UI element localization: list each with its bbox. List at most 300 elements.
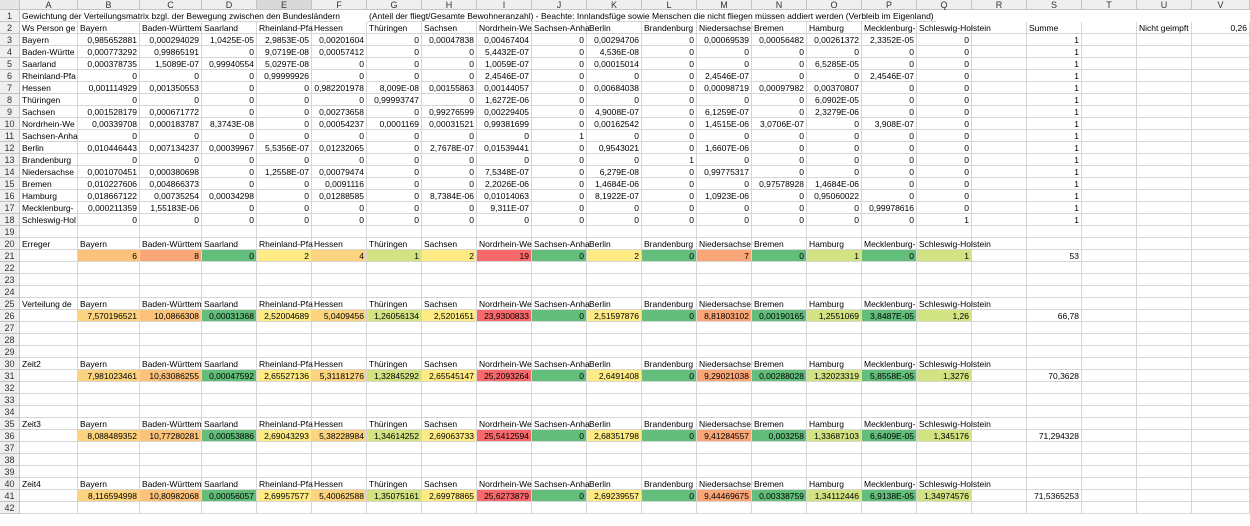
matrix-cell[interactable]: 0,00057412 (312, 46, 367, 58)
matrix-cell[interactable]: 0 (202, 94, 257, 106)
empty-cell[interactable] (587, 274, 642, 286)
empty-cell[interactable] (1082, 154, 1137, 166)
empty-cell[interactable] (477, 454, 532, 466)
matrix-cell[interactable]: 0 (697, 94, 752, 106)
block-column-state[interactable]: Rheinland-Pfa (259, 299, 313, 309)
empty-cell[interactable] (532, 502, 587, 514)
empty-cell[interactable] (1192, 418, 1250, 430)
matrix-cell[interactable]: 0 (752, 190, 807, 202)
empty-cell[interactable] (642, 406, 697, 418)
empty-cell[interactable] (972, 238, 1027, 250)
block-label[interactable]: Zeit3 (20, 418, 78, 430)
empty-cell[interactable] (697, 466, 752, 478)
matrix-cell[interactable]: 0 (312, 58, 367, 70)
empty-cell[interactable] (532, 274, 587, 286)
column-header-b[interactable]: B (78, 0, 140, 10)
empty-cell[interactable] (1082, 178, 1137, 190)
empty-cell[interactable] (642, 322, 697, 334)
empty-cell[interactable] (1082, 442, 1137, 454)
block-value-cell[interactable]: 1,32023319 (807, 370, 862, 382)
empty-cell[interactable] (1192, 142, 1250, 154)
empty-cell[interactable] (367, 502, 422, 514)
empty-cell[interactable] (257, 406, 312, 418)
matrix-cell[interactable]: 0 (752, 94, 807, 106)
block-column-state[interactable]: Hamburg (807, 478, 862, 490)
empty-cell[interactable] (367, 334, 422, 346)
matrix-row-sum[interactable]: 1 (1027, 34, 1082, 46)
empty-cell[interactable] (1082, 298, 1137, 310)
empty-cell[interactable] (697, 406, 752, 418)
block-value-cell[interactable]: 0,00047592 (202, 370, 257, 382)
nicht-geimpft-label[interactable]: Nicht geimpft (1137, 22, 1192, 34)
empty-cell[interactable] (20, 334, 78, 346)
empty-cell[interactable] (1082, 118, 1137, 130)
block-value-cell[interactable]: 0,00338759 (752, 490, 807, 502)
empty-cell[interactable] (1027, 274, 1082, 286)
matrix-cell[interactable]: 0,00069539 (697, 34, 752, 46)
empty-cell[interactable] (140, 442, 202, 454)
matrix-cell[interactable]: 0,01288585 (312, 190, 367, 202)
block-column-state[interactable]: Rheinland-Pfa (259, 239, 313, 249)
empty-cell[interactable] (20, 250, 78, 262)
empty-cell[interactable] (972, 322, 1027, 334)
empty-cell[interactable] (1192, 58, 1250, 70)
empty-cell[interactable] (78, 346, 140, 358)
block-sum[interactable]: 66,78 (1027, 310, 1082, 322)
matrix-cell[interactable]: 0,000294029 (140, 34, 202, 46)
matrix-row-sum[interactable]: 1 (1027, 106, 1082, 118)
empty-cell[interactable] (1192, 202, 1250, 214)
row-header-3[interactable]: 3 (0, 34, 20, 46)
empty-cell[interactable] (587, 286, 642, 298)
matrix-cell[interactable]: 0 (422, 130, 477, 142)
block-column-state[interactable]: Bayern (78, 298, 140, 310)
empty-cell[interactable] (1027, 322, 1082, 334)
matrix-row-label[interactable]: Berlin (20, 142, 78, 154)
matrix-row-sum[interactable]: 1 (1027, 178, 1082, 190)
row-header-35[interactable]: 35 (0, 418, 20, 430)
matrix-cell[interactable]: 0 (807, 214, 862, 226)
block-sum[interactable]: 53 (1027, 250, 1082, 262)
matrix-row-label[interactable]: Hamburg (20, 190, 78, 202)
matrix-cell[interactable]: 9,0719E-08 (257, 46, 312, 58)
empty-cell[interactable] (202, 406, 257, 418)
empty-cell[interactable] (20, 382, 78, 394)
empty-cell[interactable] (807, 394, 862, 406)
row-header-4[interactable]: 4 (0, 46, 20, 58)
row-header-36[interactable]: 36 (0, 430, 20, 442)
matrix-cell[interactable]: 0 (807, 70, 862, 82)
matrix-cell[interactable]: 0 (917, 166, 972, 178)
empty-cell[interactable] (477, 406, 532, 418)
empty-cell[interactable] (477, 334, 532, 346)
matrix-row-label[interactable]: Thüringen (20, 94, 78, 106)
matrix-cell[interactable]: 0,000380698 (140, 166, 202, 178)
empty-cell[interactable] (20, 454, 78, 466)
block-column-state[interactable]: Sachsen (422, 238, 477, 250)
matrix-cell[interactable]: 0 (917, 70, 972, 82)
empty-cell[interactable] (1137, 358, 1192, 370)
matrix-cell[interactable]: 0 (752, 46, 807, 58)
matrix-cell[interactable]: 0 (917, 46, 972, 58)
column-header-a[interactable]: A (20, 0, 78, 10)
empty-cell[interactable] (477, 382, 532, 394)
matrix-column-state[interactable]: Hessen (312, 22, 367, 34)
block-column-state[interactable]: Brandenburg (642, 298, 697, 310)
empty-cell[interactable] (532, 466, 587, 478)
row-header-29[interactable]: 29 (0, 346, 20, 358)
empty-cell[interactable] (140, 346, 202, 358)
empty-cell[interactable] (917, 466, 972, 478)
matrix-cell[interactable]: 0,00098719 (697, 82, 752, 94)
empty-cell[interactable] (1082, 394, 1137, 406)
empty-cell[interactable] (1082, 214, 1137, 226)
empty-cell[interactable] (1082, 82, 1137, 94)
block-value-cell[interactable]: 1,34614252 (367, 430, 422, 442)
empty-cell[interactable] (752, 454, 807, 466)
empty-cell[interactable] (1082, 466, 1137, 478)
block-column-state[interactable]: Bayern (78, 478, 140, 490)
empty-cell[interactable] (697, 502, 752, 514)
empty-cell[interactable] (1027, 238, 1082, 250)
block-sum[interactable]: 71,294328 (1027, 430, 1082, 442)
empty-cell[interactable] (917, 274, 972, 286)
empty-cell[interactable] (1082, 202, 1137, 214)
matrix-cell[interactable]: 7,5348E-07 (477, 166, 532, 178)
block-column-state[interactable]: Hessen (312, 358, 367, 370)
empty-cell[interactable] (697, 262, 752, 274)
matrix-cell[interactable]: 0 (367, 46, 422, 58)
empty-cell[interactable] (312, 334, 367, 346)
matrix-cell[interactable]: 0 (862, 190, 917, 202)
matrix-cell[interactable]: 2,9853E-05 (257, 34, 312, 46)
empty-cell[interactable] (20, 322, 78, 334)
matrix-cell[interactable]: 6,279E-08 (587, 166, 642, 178)
empty-cell[interactable] (140, 382, 202, 394)
row-header-5[interactable]: 5 (0, 58, 20, 70)
matrix-cell[interactable]: 0 (202, 214, 257, 226)
matrix-cell[interactable]: 0 (367, 190, 422, 202)
empty-cell[interactable] (1027, 346, 1082, 358)
matrix-cell[interactable]: 0 (587, 70, 642, 82)
empty-cell[interactable] (20, 466, 78, 478)
matrix-row-label[interactable]: Hessen (20, 82, 78, 94)
empty-cell[interactable] (1082, 502, 1137, 514)
block-column-state[interactable]: Hessen (312, 478, 367, 490)
matrix-row-sum[interactable]: 1 (1027, 202, 1082, 214)
block-label[interactable]: Erreger (20, 238, 78, 250)
empty-cell[interactable] (862, 502, 917, 514)
empty-cell[interactable] (587, 454, 642, 466)
empty-cell[interactable] (917, 394, 972, 406)
empty-cell[interactable] (1192, 466, 1250, 478)
matrix-cell[interactable]: 0 (202, 178, 257, 190)
matrix-cell[interactable]: 3,0706E-07 (752, 118, 807, 130)
empty-cell[interactable] (422, 442, 477, 454)
empty-cell[interactable] (532, 346, 587, 358)
empty-cell[interactable] (367, 466, 422, 478)
empty-cell[interactable] (587, 262, 642, 274)
matrix-cell[interactable]: 0,00273658 (312, 106, 367, 118)
matrix-cell[interactable]: 2,3352E-05 (862, 34, 917, 46)
matrix-cell[interactable]: 0 (257, 94, 312, 106)
empty-cell[interactable] (697, 394, 752, 406)
block-column-state[interactable]: Baden-Württem (142, 299, 202, 309)
empty-cell[interactable] (587, 466, 642, 478)
block-column-state[interactable]: Bremen (752, 478, 807, 490)
empty-cell[interactable] (1192, 406, 1250, 418)
matrix-cell[interactable]: 0 (78, 94, 140, 106)
empty-cell[interactable] (1192, 94, 1250, 106)
empty-cell[interactable] (532, 262, 587, 274)
empty-cell[interactable] (917, 454, 972, 466)
matrix-cell[interactable]: 0 (862, 94, 917, 106)
empty-cell[interactable] (1192, 430, 1250, 442)
empty-cell[interactable] (422, 274, 477, 286)
empty-cell[interactable] (20, 262, 78, 274)
empty-cell[interactable] (807, 466, 862, 478)
empty-cell[interactable] (1027, 502, 1082, 514)
empty-cell[interactable] (807, 262, 862, 274)
row-header-11[interactable]: 11 (0, 130, 20, 142)
row-header-8[interactable]: 8 (0, 94, 20, 106)
empty-cell[interactable] (367, 442, 422, 454)
matrix-cell[interactable]: 0 (697, 130, 752, 142)
matrix-cell[interactable]: 1,4515E-06 (697, 118, 752, 130)
block-column-state[interactable]: Brandenburg (642, 478, 697, 490)
column-header-s[interactable]: S (1027, 0, 1082, 10)
empty-cell[interactable] (917, 382, 972, 394)
matrix-cell[interactable]: 0 (642, 130, 697, 142)
matrix-cell[interactable]: 0,001350553 (140, 82, 202, 94)
block-column-state[interactable]: Saarland (202, 478, 257, 490)
matrix-cell[interactable]: 0 (697, 214, 752, 226)
empty-cell[interactable] (972, 178, 1027, 190)
empty-cell[interactable] (1192, 454, 1250, 466)
column-header-q[interactable]: Q (917, 0, 972, 10)
empty-cell[interactable] (917, 334, 972, 346)
block-column-state[interactable]: Mecklenburg- (864, 359, 916, 369)
empty-cell[interactable] (917, 502, 972, 514)
block-value-cell[interactable]: 0 (752, 250, 807, 262)
matrix-cell[interactable]: 0,00735254 (140, 190, 202, 202)
empty-cell[interactable] (1192, 394, 1250, 406)
empty-cell[interactable] (972, 190, 1027, 202)
matrix-cell[interactable]: 1 (642, 154, 697, 166)
block-column-state[interactable]: Schleswig-Holstein (919, 359, 991, 369)
block-column-state[interactable]: Saarland (202, 298, 257, 310)
matrix-cell[interactable]: 0,001070451 (78, 166, 140, 178)
empty-cell[interactable] (642, 346, 697, 358)
empty-cell[interactable] (78, 502, 140, 514)
empty-cell[interactable] (1192, 322, 1250, 334)
matrix-cell[interactable]: 0 (312, 202, 367, 214)
matrix-cell[interactable]: 0 (532, 142, 587, 154)
empty-cell[interactable] (972, 34, 1027, 46)
block-value-cell[interactable]: 2,52004689 (257, 310, 312, 322)
block-label[interactable]: Zeit4 (20, 478, 78, 490)
matrix-cell[interactable]: 0 (312, 94, 367, 106)
block-value-cell[interactable]: 4 (312, 250, 367, 262)
matrix-cell[interactable]: 0 (862, 106, 917, 118)
block-column-state[interactable]: Thüringen (367, 478, 422, 490)
matrix-cell[interactable]: 1 (532, 130, 587, 142)
empty-cell[interactable] (422, 502, 477, 514)
empty-cell[interactable] (1137, 286, 1192, 298)
matrix-cell[interactable]: 0 (532, 214, 587, 226)
block-column-state[interactable]: Hamburg (807, 358, 862, 370)
empty-cell[interactable] (78, 466, 140, 478)
matrix-cell[interactable]: 0 (202, 70, 257, 82)
empty-cell[interactable] (257, 334, 312, 346)
empty-cell[interactable] (1137, 382, 1192, 394)
empty-cell[interactable] (1192, 238, 1250, 250)
block-value-cell[interactable]: 10,77280281 (140, 430, 202, 442)
block-column-state[interactable]: Saarland (202, 358, 257, 370)
matrix-cell[interactable]: 0,00155863 (422, 82, 477, 94)
empty-cell[interactable] (1137, 490, 1192, 502)
empty-cell[interactable] (587, 502, 642, 514)
block-value-cell[interactable]: 1 (807, 250, 862, 262)
empty-cell[interactable] (697, 274, 752, 286)
empty-cell[interactable] (367, 286, 422, 298)
empty-cell[interactable] (367, 346, 422, 358)
empty-cell[interactable] (972, 70, 1027, 82)
block-column-state[interactable]: Hamburg (807, 418, 862, 430)
matrix-cell[interactable]: 0 (752, 166, 807, 178)
block-value-cell[interactable]: 0,00053886 (202, 430, 257, 442)
matrix-cell[interactable]: 0 (752, 70, 807, 82)
block-value-cell[interactable]: 1,3276 (917, 370, 972, 382)
block-column-state[interactable]: Bremen (752, 298, 807, 310)
empty-cell[interactable] (312, 274, 367, 286)
empty-cell[interactable] (20, 226, 78, 238)
block-column-state[interactable]: Nordrhein-We (479, 239, 532, 249)
empty-cell[interactable] (532, 406, 587, 418)
empty-cell[interactable] (312, 346, 367, 358)
matrix-cell[interactable]: 0,00261372 (807, 34, 862, 46)
column-header-t[interactable]: T (1082, 0, 1137, 10)
matrix-cell[interactable]: 2,4546E-07 (862, 70, 917, 82)
block-value-cell[interactable]: 8,81803102 (697, 310, 752, 322)
block-value-cell[interactable]: 6 (78, 250, 140, 262)
empty-cell[interactable] (1192, 382, 1250, 394)
empty-cell[interactable] (78, 442, 140, 454)
matrix-column-state[interactable]: Schleswig-Holstein (919, 23, 991, 33)
row-header-39[interactable]: 39 (0, 466, 20, 478)
empty-cell[interactable] (20, 310, 78, 322)
empty-cell[interactable] (752, 442, 807, 454)
matrix-row-sum[interactable]: 1 (1027, 142, 1082, 154)
column-header-u[interactable]: U (1137, 0, 1192, 10)
column-header-e[interactable]: E (257, 0, 312, 10)
empty-cell[interactable] (1192, 118, 1250, 130)
empty-cell[interactable] (587, 442, 642, 454)
block-value-cell[interactable]: 25,5412594 (477, 430, 532, 442)
block-value-cell[interactable]: 7 (697, 250, 752, 262)
row-header-31[interactable]: 31 (0, 370, 20, 382)
empty-cell[interactable] (1192, 106, 1250, 118)
empty-cell[interactable] (1082, 46, 1137, 58)
matrix-cell[interactable]: 0 (532, 94, 587, 106)
nicht-geimpft-value[interactable]: 0,26 (1192, 22, 1250, 34)
block-value-cell[interactable]: 5,0409456 (312, 310, 367, 322)
empty-cell[interactable] (532, 442, 587, 454)
empty-cell[interactable] (78, 394, 140, 406)
matrix-row-label[interactable]: Mecklenburg- (20, 202, 78, 214)
empty-cell[interactable] (257, 274, 312, 286)
matrix-row-sum[interactable]: 1 (1027, 154, 1082, 166)
matrix-cell[interactable]: 0 (202, 202, 257, 214)
block-column-state[interactable]: Sachsen-Anha (534, 359, 590, 369)
block-column-state[interactable]: Thüringen (367, 358, 422, 370)
empty-cell[interactable] (477, 466, 532, 478)
empty-cell[interactable] (972, 346, 1027, 358)
row-header-19[interactable]: 19 (0, 226, 20, 238)
empty-cell[interactable] (367, 226, 422, 238)
matrix-cell[interactable]: 6,1259E-07 (697, 106, 752, 118)
block-sum[interactable]: 71,5365253 (1027, 490, 1082, 502)
matrix-cell[interactable]: 0 (422, 154, 477, 166)
empty-cell[interactable] (807, 442, 862, 454)
column-header-d[interactable]: D (202, 0, 257, 10)
matrix-cell[interactable]: 0 (422, 46, 477, 58)
block-column-state[interactable]: Niedersachse (699, 419, 751, 429)
empty-cell[interactable] (312, 406, 367, 418)
matrix-cell[interactable]: 0 (697, 46, 752, 58)
empty-cell[interactable] (752, 226, 807, 238)
block-value-cell[interactable]: 5,8558E-05 (862, 370, 917, 382)
matrix-cell[interactable]: 0 (752, 106, 807, 118)
empty-cell[interactable] (422, 262, 477, 274)
empty-cell[interactable] (257, 322, 312, 334)
block-column-state[interactable]: Sachsen (422, 478, 477, 490)
empty-cell[interactable] (1082, 70, 1137, 82)
empty-cell[interactable] (807, 406, 862, 418)
matrix-cell[interactable]: 0 (367, 58, 422, 70)
empty-cell[interactable] (1192, 34, 1250, 46)
block-value-cell[interactable]: 0 (862, 250, 917, 262)
empty-cell[interactable] (1137, 202, 1192, 214)
matrix-cell[interactable]: 0 (752, 214, 807, 226)
empty-cell[interactable] (202, 334, 257, 346)
empty-cell[interactable] (20, 370, 78, 382)
matrix-cell[interactable]: 0 (642, 70, 697, 82)
row-header-22[interactable]: 22 (0, 262, 20, 274)
matrix-column-state[interactable]: Bremen (752, 22, 807, 34)
block-column-state[interactable]: Saarland (202, 238, 257, 250)
empty-cell[interactable] (532, 394, 587, 406)
block-value-cell[interactable]: 0 (642, 310, 697, 322)
block-column-state[interactable]: Berlin (587, 478, 642, 490)
matrix-cell[interactable]: 0 (367, 70, 422, 82)
matrix-row-sum[interactable]: 1 (1027, 214, 1082, 226)
row-header-41[interactable]: 41 (0, 490, 20, 502)
row-header-27[interactable]: 27 (0, 322, 20, 334)
empty-cell[interactable] (20, 346, 78, 358)
empty-cell[interactable] (257, 346, 312, 358)
empty-cell[interactable] (862, 406, 917, 418)
matrix-cell[interactable]: 8,009E-08 (367, 82, 422, 94)
matrix-cell[interactable]: 0,00031521 (422, 118, 477, 130)
empty-cell[interactable] (642, 394, 697, 406)
block-value-cell[interactable]: 2 (422, 250, 477, 262)
empty-cell[interactable] (1137, 34, 1192, 46)
empty-cell[interactable] (477, 226, 532, 238)
empty-cell[interactable] (312, 442, 367, 454)
empty-cell[interactable] (1082, 418, 1137, 430)
empty-cell[interactable] (972, 394, 1027, 406)
